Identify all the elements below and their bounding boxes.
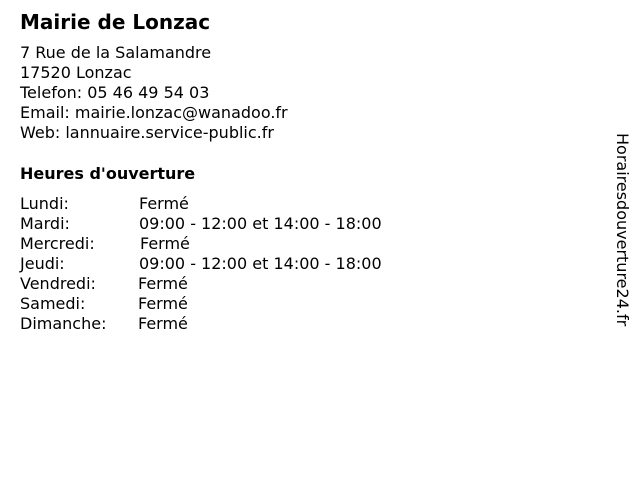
phone-number: Telefon: 05 46 49 54 03 bbox=[20, 83, 210, 102]
hours-value: Fermé bbox=[138, 314, 188, 333]
day-label: Mercredi: bbox=[20, 234, 95, 253]
hours-value: Fermé bbox=[138, 294, 188, 313]
day-label: Dimanche: bbox=[20, 314, 107, 333]
hours-value: Fermé bbox=[139, 194, 189, 213]
website: Web: lannuaire.service-public.fr bbox=[20, 123, 274, 142]
site-watermark: Horairesdouverture24.fr bbox=[613, 133, 632, 327]
hours-value: 09:00 - 12:00 et 14:00 - 18:00 bbox=[139, 254, 382, 273]
city-postal-code: 17520 Lonzac bbox=[20, 63, 132, 82]
day-label: Samedi: bbox=[20, 294, 86, 313]
hours-value: Fermé bbox=[138, 274, 188, 293]
hours-value: 09:00 - 12:00 et 14:00 - 18:00 bbox=[139, 214, 382, 233]
street-address: 7 Rue de la Salamandre bbox=[20, 43, 212, 62]
day-label: Lundi: bbox=[20, 194, 69, 213]
day-label: Jeudi: bbox=[20, 254, 65, 273]
opening-hours-heading: Heures d'ouverture bbox=[20, 164, 196, 183]
hours-value: Fermé bbox=[140, 234, 190, 253]
address-block bbox=[20, 43, 288, 143]
day-label: Mardi: bbox=[20, 214, 70, 233]
email-address: Email: mairie.lonzac@wanadoo.fr bbox=[20, 103, 288, 122]
page-title: Mairie de Lonzac bbox=[20, 10, 211, 34]
day-label: Vendredi: bbox=[20, 274, 96, 293]
